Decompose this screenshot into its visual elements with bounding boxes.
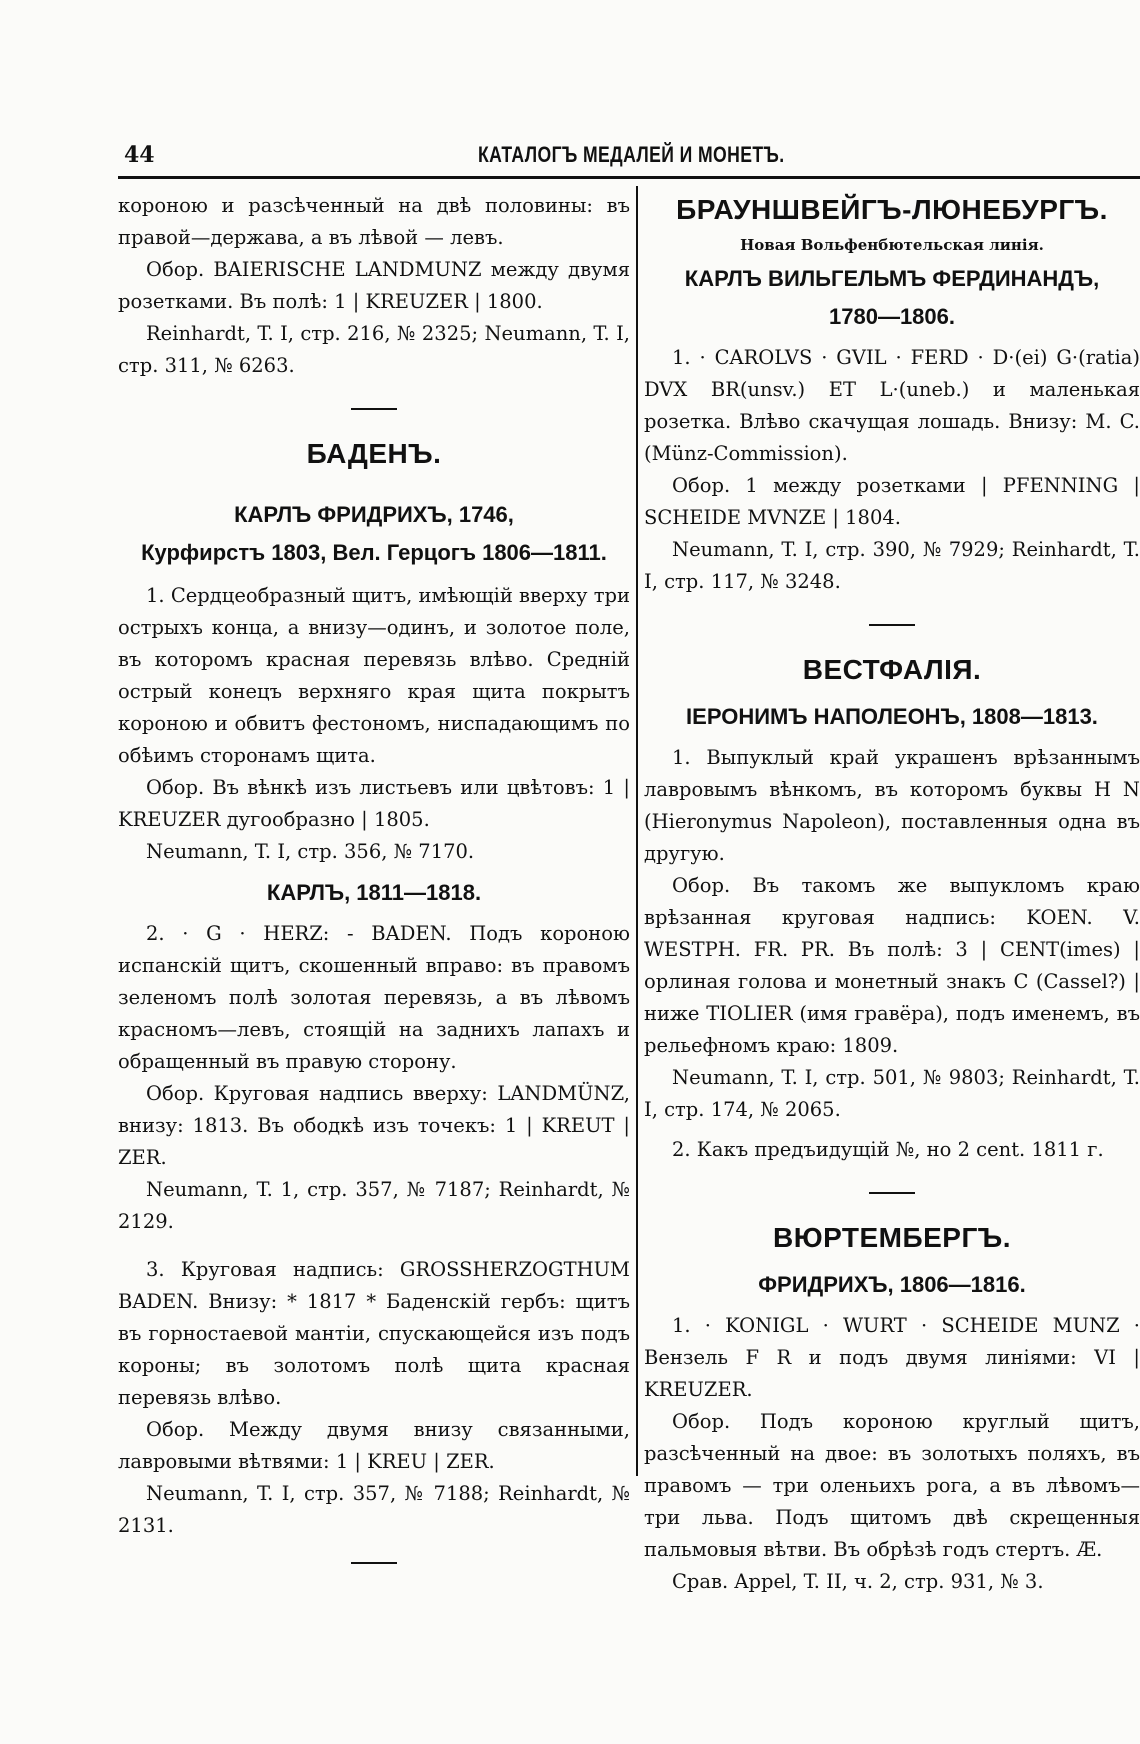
catalog-entry: 2. Какъ предъидущій №, но 2 cent. 1811 г. bbox=[672, 1138, 1104, 1161]
line-subtitle: Новая Вольфенбютельская линія. bbox=[740, 236, 1044, 254]
obverse-description: Обор. Между двумя внизу связанными, лавровыми вѣтвями: 1 | KREU | ZER. bbox=[118, 1418, 630, 1473]
spacer bbox=[644, 690, 1140, 698]
section-rule bbox=[869, 1192, 915, 1194]
ruler-heading: ІЕРОНИМЪ НАПОЛЕОНЪ, 1808—1813. bbox=[686, 704, 1098, 729]
country-heading-westfalia: ВЕСТФАЛІЯ. bbox=[802, 654, 982, 685]
obverse-description: Обор. BAIERISCHE LANDMUNZ между двумя розетками. Въ полѣ: 1 | KREUZER | 1800. bbox=[118, 258, 630, 313]
country-heading-wurttemberg: ВЮРТЕМБЕРГЪ. bbox=[773, 1222, 1011, 1253]
spacer bbox=[118, 474, 630, 496]
catalog-entry: 1. · KONIGL · WURT · SCHEIDE MUNZ · Вензель F R и подъ двумя линіями: VI | KREUZER. bbox=[644, 1314, 1140, 1401]
country-heading-braunschweig: БРАУНШВЕЙГЪ-ЛЮНЕБУРГЪ. bbox=[676, 194, 1108, 225]
running-title: КАТАЛОГЪ МЕДАЛЕЙ И МОНЕТЪ. bbox=[478, 142, 785, 167]
ruler-heading: КАРЛЪ ФРИДРИХЪ, 1746, bbox=[234, 502, 514, 527]
reference: Neumann, T. I, стр. 501, № 9803; Reinhardt, T. I, стр. 174, № 2065. bbox=[644, 1066, 1140, 1121]
obverse-description: Обор. Подъ короною круглый щитъ, разсѣченный на двое: въ золотыхъ поляхъ, въ правомъ — три оленьихъ рога, а въ лѣвомъ—три льва. Подъ щитомъ двѣ скрещенныя пальмовыя вѣтви. Въ обрѣзѣ годъ стертъ. Æ. bbox=[644, 1410, 1140, 1561]
obverse-description: Обор. Въ вѣнкѣ изъ листьевъ или цвѣтовъ: 1 | KREUZER дугообразно | 1805. bbox=[118, 776, 630, 831]
page-header bbox=[118, 142, 1140, 179]
reference: Neumann, T. I, стр. 356, № 7170. bbox=[146, 840, 475, 863]
spacer bbox=[644, 1258, 1140, 1266]
reference: Neumann, T. I, стр. 357, № 7188; Reinhardt, № 2131. bbox=[118, 1482, 630, 1537]
ruler-heading: КАРЛЪ ВИЛЬГЕЛЬМЪ ФЕРДИНАНДЪ, bbox=[684, 266, 1100, 291]
reference: Срав. Appel, T. II, ч. 2, стр. 931, № 3. bbox=[672, 1570, 1044, 1593]
reference: Neumann, T. 1, стр. 357, № 7187; Reinhardt, № 2129. bbox=[118, 1178, 630, 1233]
catalog-entry: 1. · CAROLVS · GVIL · FERD · D·(ei) G·(ratia) DVX BR(unsv.) ET L·(uneb.) и маленькая розетка. Влѣво скачущая лошадь. Внизу: M. C. (Münz-Commission). bbox=[644, 346, 1140, 465]
catalog-entry: 1. Выпуклый край украшенъ врѣзаннымъ лавровымъ вѣнкомъ, въ которомъ буквы H N (Hieronymus Napoleon), поставленныя одна въ другую. bbox=[644, 746, 1140, 865]
ruler-heading-line2: 1780—1806. bbox=[829, 304, 955, 329]
left-column bbox=[118, 190, 630, 1564]
reference: Reinhardt, T. I, стр. 216, № 2325; Neumann, T. I, стр. 311, № 6263. bbox=[118, 322, 630, 377]
ruler-heading: КАРЛЪ, 1811—1818. bbox=[266, 880, 482, 905]
ruler-heading-line2: Курфирстъ 1803, Вел. Герцогъ 1806—1811. bbox=[141, 540, 607, 565]
right-column bbox=[644, 190, 1140, 1598]
catalog-entry: 1. Сердцеобразный щитъ, имѣющій вверху три острыхъ конца, а внизу—одинъ, и золотое поле, въ которомъ красная перевязь влѣво. Средній острый конецъ верхняго края щита покрытъ короною и обвитъ фестономъ, ниспадающимъ по обѣимъ сторонамъ щита. bbox=[118, 584, 630, 767]
catalog-entry: 3. Круговая надпись: GROSSHERZOGTHUM BADEN. Внизу: * 1817 * Баденскій гербъ: щитъ въ горностаевой мантіи, спускающейся изъ подъ короны; въ золотомъ полѣ щита красная перевязь влѣво. bbox=[118, 1258, 630, 1409]
column-divider bbox=[636, 186, 638, 1476]
obverse-description: Обор. Въ такомъ же выпукломъ краю врѣзанная круговая надпись: KOEN. V. WESTPH. FR. PR. Въ полѣ: 3 | CENT(imes) | орлиная голова и монетный знакъ C (Cassel?) | ниже TIOLIER (имя гравёра), подъ именемъ, въ рельефномъ краю: 1809. bbox=[644, 874, 1140, 1057]
page-number: 44 bbox=[124, 142, 155, 168]
obverse-description: Обор. 1 между розетками | PFENNING | SCHEIDE MVNZE | 1804. bbox=[644, 474, 1140, 529]
country-heading-baden: БАДЕНЪ. bbox=[306, 438, 442, 469]
ruler-heading: ФРИДРИХЪ, 1806—1816. bbox=[758, 1272, 1026, 1297]
section-rule bbox=[351, 408, 397, 410]
obverse-description: Обор. Круговая надпись вверху: LANDMÜNZ, внизу: 1813. Въ ободкѣ изъ точекъ: 1 | KREUT | ZER. bbox=[118, 1082, 630, 1169]
reference: Neumann, T. I, стр. 390, № 7929; Reinhardt, T. I, стр. 117, № 3248. bbox=[644, 538, 1140, 593]
end-rule bbox=[351, 1562, 397, 1564]
catalog-entry: 2. · G · HERZ: - BADEN. Подъ короною испанскій щитъ, скошенный вправо: въ правомъ зеленомъ полѣ золотая перевязь, а въ лѣвомъ красномъ—левъ, стоящій на заднихъ лапахъ и обращенный въ правую сторону. bbox=[118, 922, 630, 1073]
section-rule bbox=[869, 624, 915, 626]
continued-paragraph: короною и разсѣченный на двѣ половины: въ правой—держава, а въ лѣвой — левъ. bbox=[118, 194, 630, 249]
